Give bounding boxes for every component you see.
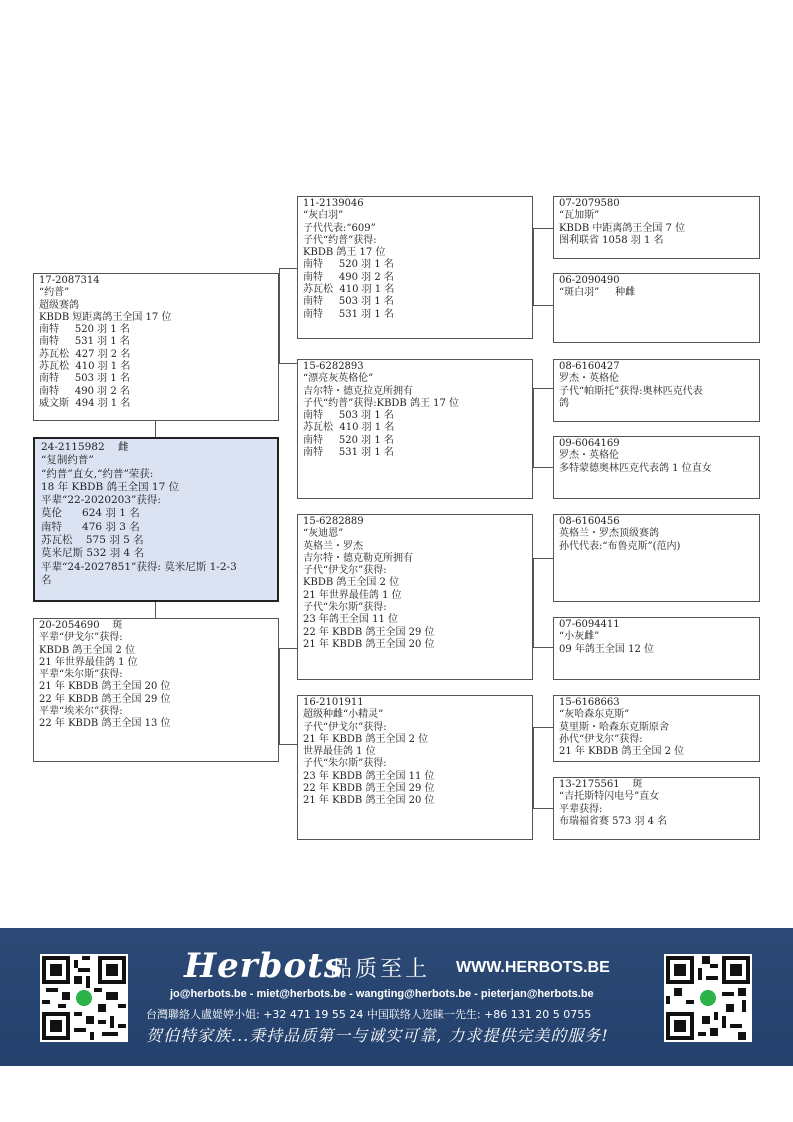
dam-sire-card: 15-6282889 “灰迪恩” 英格兰・罗杰 吉尔特・德克勒克所拥有 子代“伊戈尔”获得: KBDB 鸽王全国 2 位 21 年世界最佳鸽 1 位 子代“朱尔斯”获得: 23 年鸽王全国 11 位 22 年 KBDB 鸽王全国 29 位 21 年 KBDB 鸽王全国 20 位: [297, 514, 533, 680]
ssd-card: 06-2090490 “斑白羽” 种雌: [553, 273, 760, 343]
sire-sire-card: 11-2139046 “灰白羽” 子代代表:“609” 子代“约普”获得: KBDB 鸽王 17 位 南特 520 羽 1 名 南特 490 羽 2 名 苏瓦松 410 羽 1 名 南特 503 羽 1 名 南特 531 羽 1 名: [297, 196, 533, 339]
wechat-icon: [76, 990, 92, 1006]
connector: [533, 388, 534, 468]
connector: [533, 305, 553, 306]
connector: [279, 648, 297, 649]
connector: [155, 421, 156, 437]
connector: [533, 647, 553, 648]
connector: [533, 467, 553, 468]
connector: [279, 363, 297, 364]
website-link[interactable]: WWW.HERBOTS.BE: [456, 959, 610, 976]
sss-card: 07-2079580 “瓦加斯” KBDB 中距离鸽王全国 7 位 图利联省 1058 羽 1 名: [553, 196, 760, 259]
connector: [533, 727, 553, 728]
ddd-card: 13-2175561 斑 “吉托斯特闪电号”直女 平辈获得: 布瑞福省赛 573 羽 4 名: [553, 777, 760, 840]
contact-phones: 台灣聯絡人盧媞婷小姐: +32 471 19 55 24 中国联络人迩睐一先生: +86 131 20 5 0755: [146, 1008, 592, 1021]
connector: [279, 744, 297, 745]
sdd-card: 09-6064169 罗杰・英格伦 多特蒙德奥林匹克代表鸽 1 位直女: [553, 436, 760, 499]
dsd-card: 07-6094411 “小灰雌” 09 年鸽王全国 12 位: [553, 617, 760, 680]
contact-emails[interactable]: jo@herbots.be - miet@herbots.be - wangting@herbots.be - pieterjan@herbots.be: [170, 988, 594, 1000]
connector: [533, 808, 553, 809]
brand-logo: Herbots: [184, 946, 344, 986]
dss-card: 08-6160456 英格兰・罗杰顶级赛鸽 孙代代表:“布鲁克斯”(范内): [553, 514, 760, 602]
qr-code-right[interactable]: [664, 954, 752, 1042]
family-motto: 贺伯特家族...秉持品质第一与诚实可靠, 力求提供完美的服务!: [146, 1026, 609, 1045]
footer-banner: [0, 928, 793, 1066]
connector: [155, 602, 156, 618]
connector: [533, 558, 534, 648]
connector: [533, 558, 553, 559]
subject-card: 24-2115982 雌 “复制约普” “约普”直女,“约普”荣获: 18 年 KBDB 鸽王全国 17 位 平辈“22-2020203”获得: 莫伦 624 羽 1 名 南特 476 羽 3 名 苏瓦松 575 羽 5 名 莫米尼斯 532 羽 4 名 平辈“24-2027851”获得: 莫米尼斯 1-2-3 名: [33, 437, 279, 602]
dam-card: 20-2054690 斑 平辈“伊戈尔”获得: KBDB 鸽王全国 2 位 21 年世界最佳鸽 1 位 平辈“朱尔斯”获得: 21 年 KBDB 鸽王全国 20 位 22 年 KBDB 鸽王全国 29 位 平辈“埃米尔”获得: 22 年 KBDB 鸽王全国 13 位: [33, 618, 279, 762]
connector: [533, 228, 553, 229]
wechat-icon: [700, 990, 716, 1006]
connector: [533, 228, 534, 306]
dds-card: 15-6168663 “灰哈森东克斯” 莫里斯・哈森东克斯原舍 孙代“伊戈尔”获得: 21 年 KBDB 鸽王全国 2 位: [553, 695, 760, 762]
sire-card: 17-2087314 “约普” 超级赛鸽 KBDB 短距离鸽王全国 17 位 南特 520 羽 1 名 南特 531 羽 1 名 苏瓦松 427 羽 2 名 苏瓦松 410 羽 1 名 南特 503 羽 1 名 南特 490 羽 2 名 威文斯 494 羽 1 名: [33, 273, 279, 421]
connector: [533, 388, 553, 389]
connector: [533, 727, 534, 809]
sire-dam-card: 15-6282893 “漂亮灰英格伦” 吉尔特・德克拉克所拥有 子代“约普”获得:KBDB 鸽王 17 位 南特 503 羽 1 名 苏瓦松 410 羽 1 名 南特 520 羽 1 名 南特 531 羽 1 名: [297, 359, 533, 499]
dam-dam-card: 16-2101911 超级种雌“小精灵” 子代“伊戈尔”获得: 21 年 KBDB 鸽王全国 2 位 世界最佳鸽 1 位 子代“朱尔斯”获得: 23 年 KBDB 鸽王全国 11 位 22 年 KBDB 鸽王全国 29 位 21 年 KBDB 鸽王全国 20 位: [297, 695, 533, 840]
connector: [279, 268, 280, 364]
connector: [279, 268, 297, 269]
connector: [279, 648, 280, 745]
brand-slogan: 品质至上: [330, 957, 431, 982]
sds-card: 08-6160427 罗杰・英格伦 子代“帕斯托”获得:奥林匹克代表 鸽: [553, 359, 760, 422]
qr-code-left[interactable]: [40, 954, 128, 1042]
